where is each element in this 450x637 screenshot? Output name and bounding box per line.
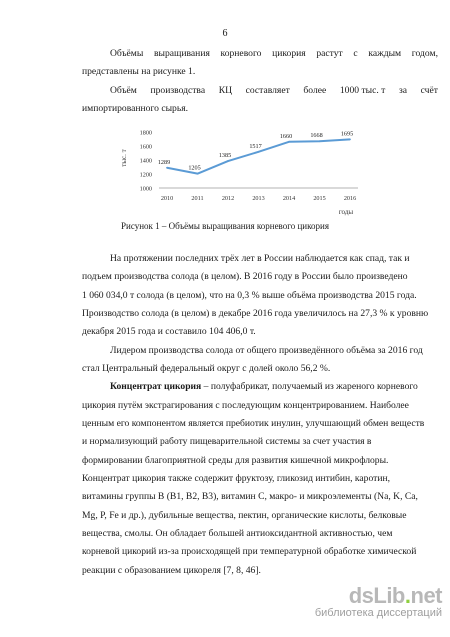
data-point — [227, 160, 229, 162]
data-label: 1289 — [157, 158, 171, 166]
x-tick-label: 2011 — [191, 195, 204, 202]
y-tick-label: 1400 — [139, 157, 152, 165]
p1-line-3: 1 060 034,0 т солода (в целом), что на 0,3 % выше объёма производства 2015 года. — [82, 290, 417, 301]
figure-caption: Рисунок 1 – Объёмы выращивания корневого цикория — [121, 221, 329, 231]
x-tick-label: 2012 — [221, 195, 235, 202]
p1-line-2: подъем производства солода (в целом). В 2016 году в России было произведено — [82, 271, 408, 282]
x-tick-label: 2015 — [313, 195, 326, 202]
p3-line-4: и нормализующий работу пищеварительной системы за счет участия в — [82, 436, 372, 447]
p1-line-5: декабря 2015 года и составило 104 406,0 т. — [82, 326, 256, 337]
data-label: 1660 — [279, 132, 293, 140]
data-label: 1385 — [218, 152, 232, 160]
term-bold: Концентрат цикория — [110, 381, 202, 392]
p3-line-5: формировании благоприятной среды для развития кишечной микрофлоры. — [82, 455, 389, 466]
p1-line-4: Производство солода (в целом) в декабре 2016 года увеличилось на 27,3 % к уровню — [82, 308, 429, 319]
data-point — [288, 141, 290, 143]
p3-line-3: ценным его компонентом является пребиотик инулин, улучшающий обмен веществ — [82, 418, 425, 429]
y-tick-label: 1000 — [139, 185, 152, 193]
y-tick-label: 1200 — [139, 171, 152, 179]
p2-line-1: Лидером производства солода от общего произведённого объёма за 2016 год — [110, 345, 423, 356]
p3-line-9: вещества, смолы. Он обладает большей антиоксидантной активностью, чем — [82, 528, 393, 539]
intro-line-3: Объём производства КЦ составляет более 1000 тыс. т за счёт — [110, 85, 438, 96]
data-point — [197, 173, 199, 175]
intro-line-4: импортированного сырья. — [82, 103, 189, 114]
p3-line-1: Концентрат цикория – полуфабрикат, получаемый из жареного корневого — [110, 381, 418, 392]
x-tick-label: 2014 — [282, 195, 296, 202]
intro-line-1: Объёмы выращивания корневого цикория растут с каждым годом, — [110, 48, 438, 59]
watermark-logo: dsLib.net — [348, 583, 442, 608]
page-number: 6 — [222, 28, 228, 39]
data-label: 1695 — [340, 130, 354, 138]
x-tick-label: 2010 — [160, 195, 174, 202]
p3-line-10: корневой цикорий из-за происходящей при температурной обработке химической — [82, 546, 417, 557]
p3-line-8: Mg, P, Fe и др.), дубильные вещества, пектин, органические кислоты, белковые — [82, 510, 407, 521]
data-point — [258, 151, 260, 153]
x-tick-label: 2013 — [252, 195, 265, 202]
data-point — [349, 138, 351, 140]
dslib-watermark[interactable] — [315, 583, 442, 619]
data-point — [319, 140, 321, 142]
p3-line-7: витамины группы В (В1, В2, В3), витамин С, макро- и микроэлементы (Na, K, Ca, — [82, 491, 418, 502]
data-label: 1517 — [249, 142, 262, 150]
p3-line-2: цикория путём экстрагирования с последующим концентрированием. Наиболее — [82, 400, 409, 411]
data-label: 1668 — [310, 132, 323, 140]
x-tick-label: 2016 — [343, 195, 357, 202]
intro-line-2: представлены на рисунке 1. — [82, 66, 196, 77]
x-axis-label: годы — [338, 208, 354, 216]
y-axis-label: тыс. т — [120, 149, 128, 167]
watermark-subtitle: библиотека диссертаций — [314, 607, 442, 619]
y-tick-label: 1800 — [139, 129, 152, 137]
y-tick-label: 1600 — [139, 143, 152, 151]
data-label: 1205 — [188, 164, 201, 172]
p3-line-6: Концентрат цикория также содержит фруктозу, гликозид интибин, каротин, — [82, 473, 391, 484]
p1-line-1: На протяжении последних трёх лет в России наблюдается как спад, так и — [110, 253, 410, 264]
production-line-chart — [112, 124, 372, 219]
p2-line-2: стал Центральный федеральный округ с долей около 56,2 %. — [82, 363, 331, 374]
p3-line-11: реакции с образованием цикореля [7, 8, 46]. — [82, 565, 261, 576]
data-point — [166, 167, 168, 169]
